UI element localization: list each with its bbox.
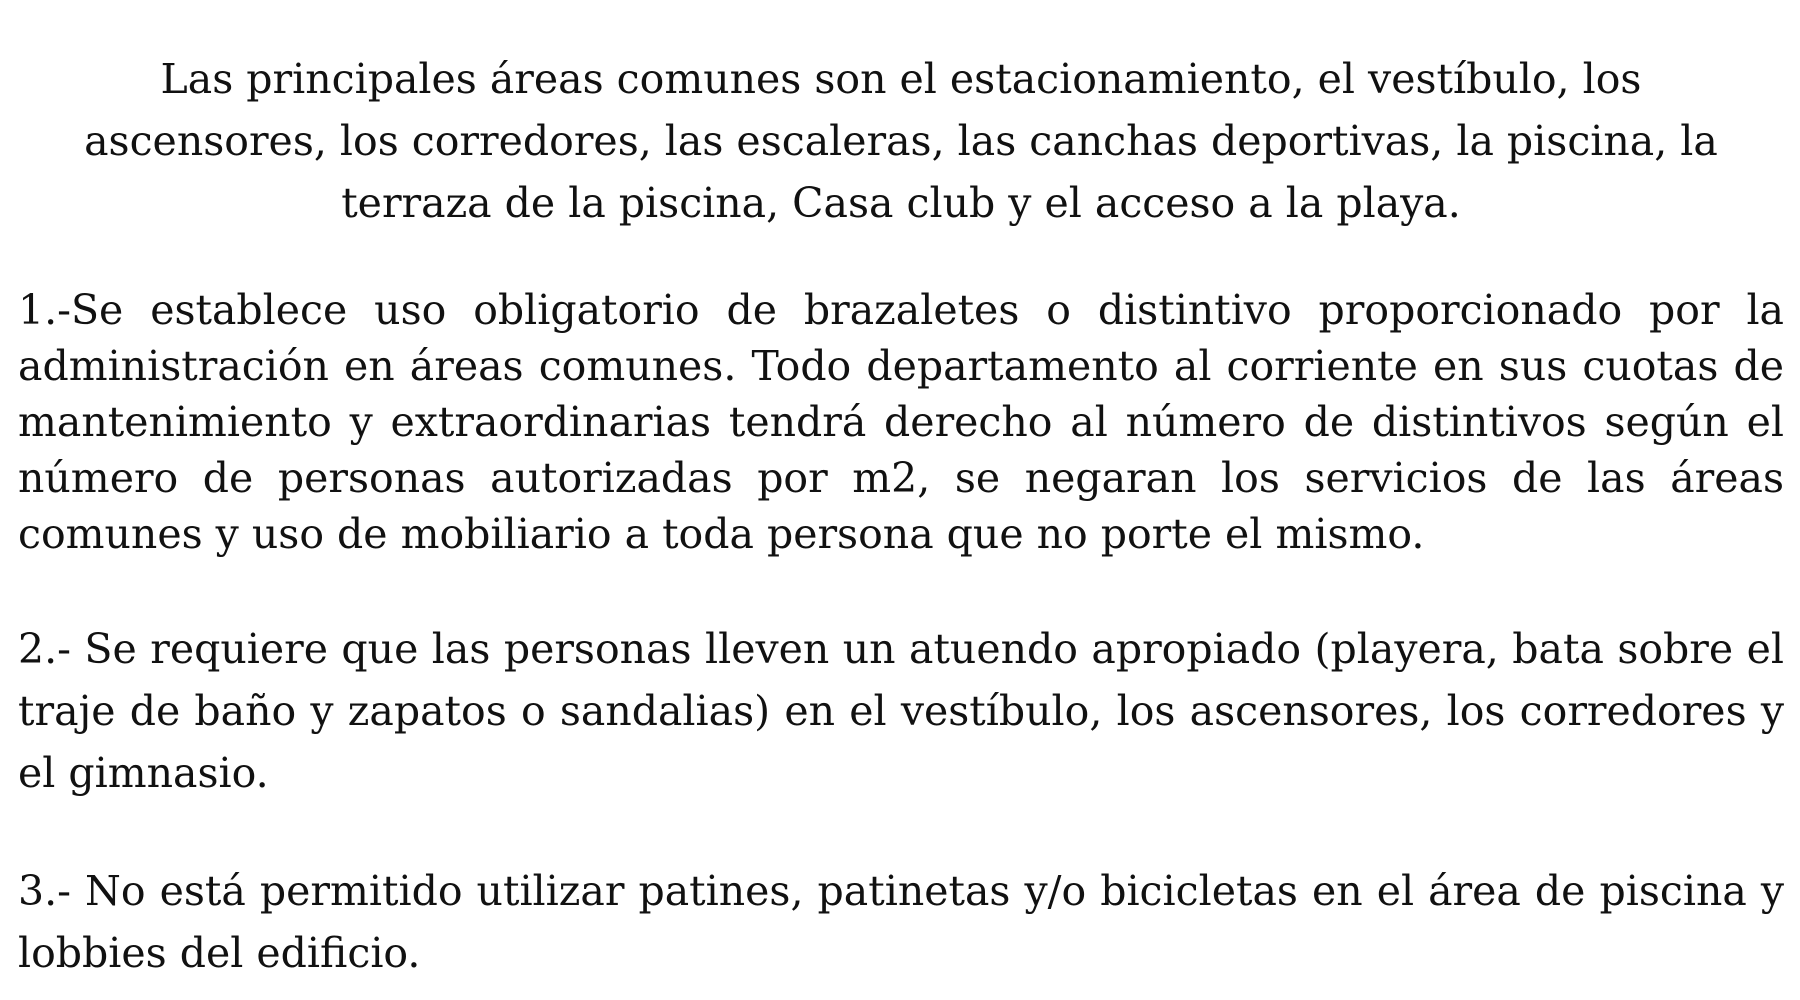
- rule-2-paragraph: 2.- Se requiere que las personas lleven un atuendo apropiado (playera, bata sobre el traje de baño y zapatos o sandalias) en el vestíbulo, los ascensores, los corredores y el gimnasio.: [18, 625, 1784, 797]
- intro-paragraph: Las principales áreas comunes son el estacionamiento, el vestíbulo, los ascensores, los corredores, las escaleras, las canchas deportivas, la piscina, la terraza de la piscina, Casa club y el acceso a la playa.: [84, 55, 1718, 227]
- rule-1-paragraph: 1.-Se establece uso obligatorio de brazaletes o distintivo proporcionado por la administración en áreas comunes. Todo departamento al corriente en sus cuotas de mantenimiento y extraordinarias tendrá derecho al número de distintivos según el número de personas autorizadas por m2, se negaran los servicios de las áreas comunes y uso de mobiliario a toda persona que no porte el mismo.: [18, 286, 1784, 558]
- rule-3-paragraph: 3.- No está permitido utilizar patines, patinetas y/o bicicletas en el área de piscina y lobbies del edificio.: [18, 867, 1784, 977]
- document-page: [18, 48, 1784, 984]
